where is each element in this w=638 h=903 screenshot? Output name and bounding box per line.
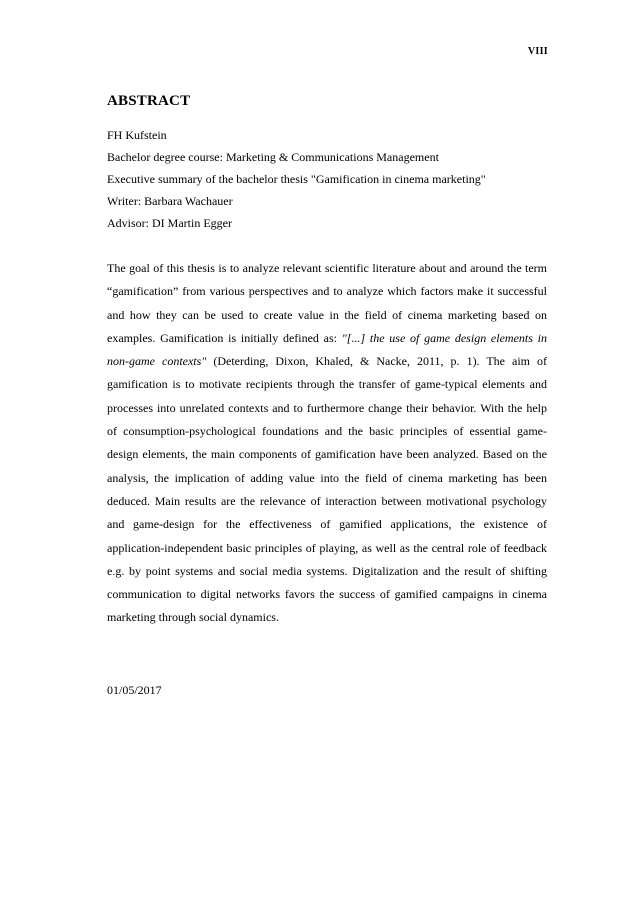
institution: FH Kufstein [107, 128, 167, 142]
abstract-text-part2: (Deterding, Dixon, Khaled, & Nacke, 2011, p. 1). The aim of gamification is to motivate recipients through the transfer of game-typical elements and processes into unrelated contexts and to furthermore change their behavior. With the help of consumption-psychological foundations and the basic principles of essential game-design elements, the main components of gamification have been analyzed. Based on the analysis, the implication of adding value into the field of cinema marketing has been deduced. Main results are the relevance of interaction between motivational psychology and game-design for the effectiveness of gamified applications, the existence of application-independent basic principles of playing, as well as the central role of feedback e.g. by point systems and social media systems. Digitalization and the result of shifting communication to digital networks favors the success of gamified campaigns in cinema marketing through social dynamics. [107, 354, 548, 625]
document-date: 01/05/2017 [107, 683, 162, 697]
abstract-text-part1: The goal of this thesis is to analyze relevant scientific literature about and around the term “gamification” from various perspectives and to analyze which factors make it successful and how they can be used to create value in the field of cinema marketing based on examples. Gamification is initially defined as: [107, 261, 547, 345]
course: Bachelor degree course: Marketing & Communications Management [107, 150, 439, 164]
page-title: ABSTRACT [107, 93, 191, 109]
abstract-paragraph [107, 257, 547, 630]
page-number: VIII [527, 46, 548, 57]
thesis-summary-title: Executive summary of the bachelor thesis "Gamification in cinema marketing" [107, 172, 486, 186]
advisor: Advisor: DI Martin Egger [107, 216, 232, 230]
definition-quote: "[...] the use of game design elements in non-game contexts" [107, 330, 547, 369]
writer: Writer: Barbara Wachauer [107, 194, 233, 208]
thesis-metadata [107, 124, 547, 234]
